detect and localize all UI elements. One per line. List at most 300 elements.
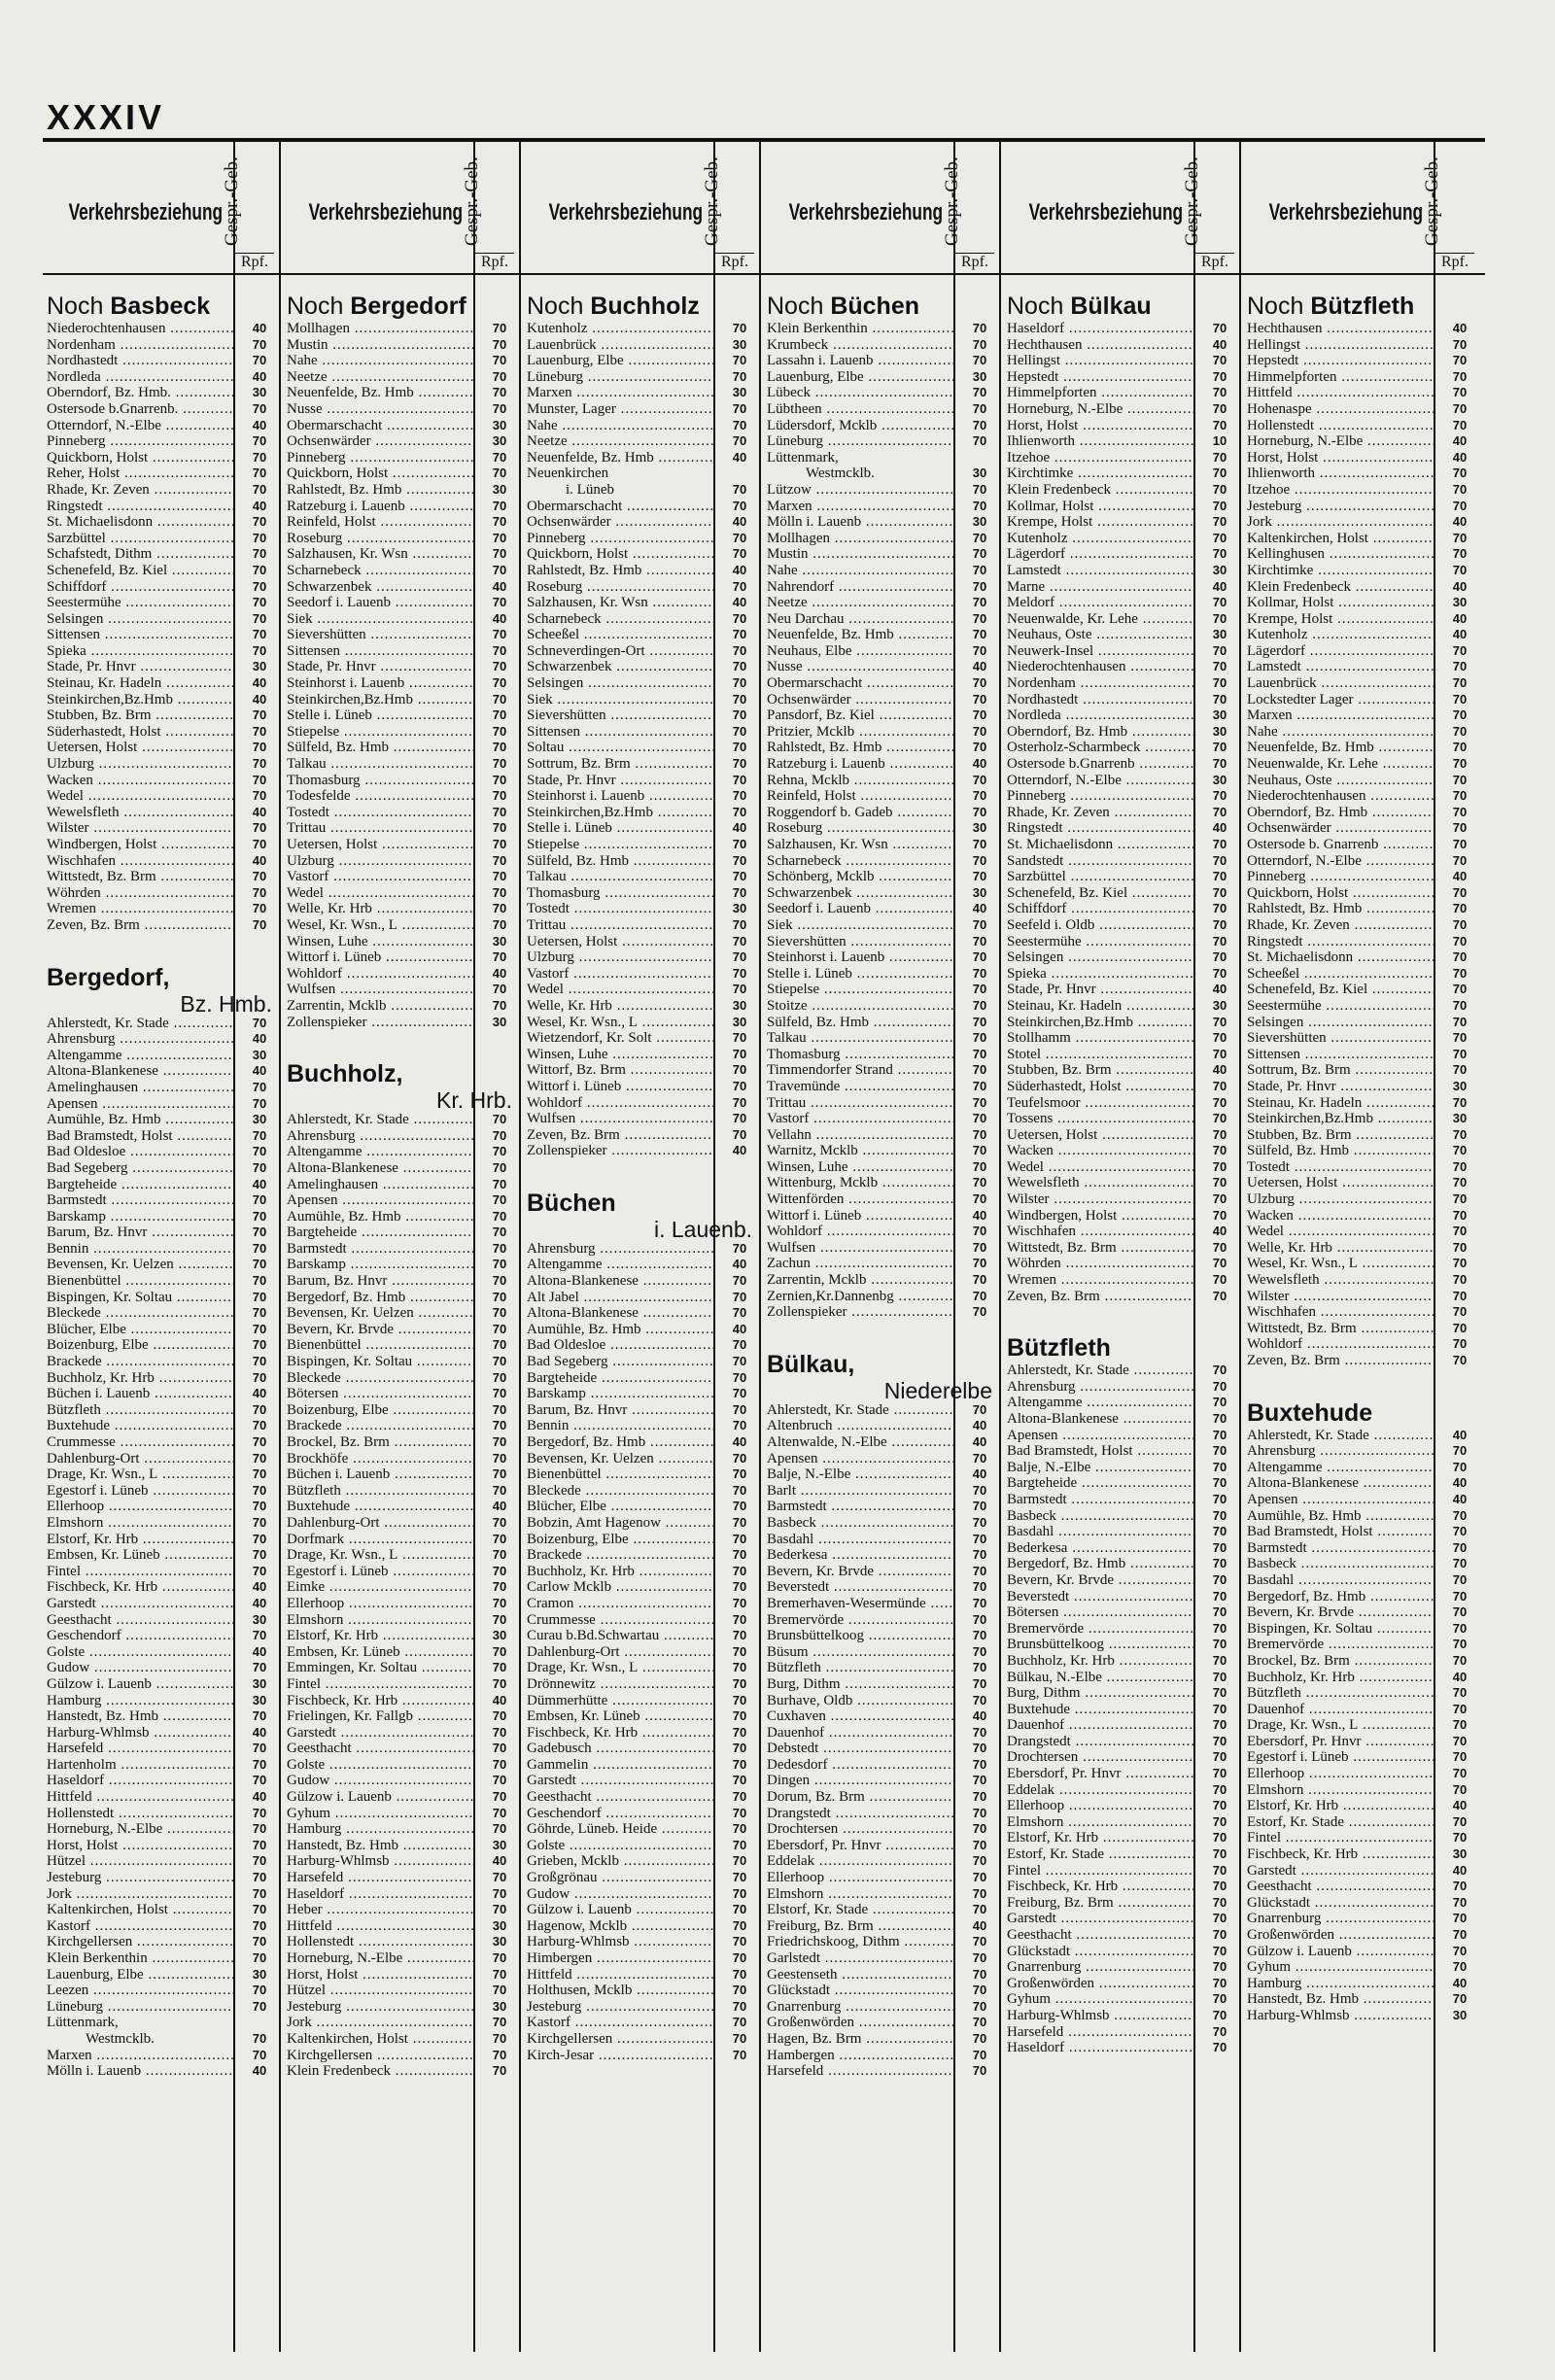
destination: Wacken ..... bbox=[1247, 1208, 1434, 1224]
table-row bbox=[767, 1272, 998, 1289]
fee-value: 70 bbox=[252, 723, 267, 739]
destination: Dauenhof ..... bbox=[767, 1725, 953, 1742]
fee-value: 10 bbox=[1212, 433, 1227, 449]
section-place: Bülkau bbox=[1070, 293, 1152, 320]
destination: Ellerhoop ..... bbox=[1007, 1798, 1193, 1814]
destination: Wittorf i. Lüneb ..... bbox=[287, 949, 473, 966]
table-row bbox=[1007, 321, 1238, 337]
fee-value: 30 bbox=[252, 1966, 267, 1982]
destination: Altona-Blankenese ..... bbox=[287, 1160, 473, 1177]
fee-value: 40 bbox=[252, 498, 267, 513]
fee-value: 40 bbox=[972, 1418, 987, 1433]
table-row bbox=[287, 1757, 518, 1774]
table-row bbox=[47, 385, 278, 401]
table-row bbox=[1007, 1572, 1238, 1589]
destination: Neuwerk-Insel ..... bbox=[1007, 643, 1193, 660]
section bbox=[1247, 1369, 1478, 2024]
table-row bbox=[47, 579, 278, 596]
table-row bbox=[1247, 1685, 1478, 1702]
destination: Gudow ..... bbox=[527, 1886, 713, 1903]
fee-value: 70 bbox=[492, 1450, 507, 1466]
table-row bbox=[287, 1370, 518, 1387]
table-row bbox=[47, 773, 278, 789]
destination: Uetersen, Holst ..... bbox=[47, 740, 233, 756]
destination: Garstedt ..... bbox=[287, 1725, 473, 1742]
fee-value: 70 bbox=[492, 1112, 507, 1127]
fee-value: 70 bbox=[492, 449, 507, 465]
destination: Barskamp ..... bbox=[47, 1209, 233, 1225]
fee-value: 70 bbox=[732, 1386, 747, 1401]
destination: Rahlstedt, Bz. Hmb ..... bbox=[767, 740, 953, 756]
destination: Salzhausen, Kr. Wsn ..... bbox=[287, 546, 473, 563]
fee-value: 70 bbox=[492, 675, 507, 691]
table-row bbox=[287, 1305, 518, 1322]
fee-value: 70 bbox=[972, 595, 987, 610]
fee-value: 40 bbox=[252, 1063, 267, 1079]
destination: Brackede ..... bbox=[47, 1354, 233, 1370]
table-row bbox=[1247, 1224, 1478, 1240]
table-row bbox=[1247, 1717, 1478, 1734]
table-row bbox=[47, 1999, 278, 2016]
fee-value: 70 bbox=[252, 1934, 267, 1949]
destination: Drangstedt ..... bbox=[1007, 1734, 1193, 1750]
fee-value: 70 bbox=[1452, 1507, 1468, 1523]
destination: Oberndorf, Bz. Hmb ..... bbox=[1247, 805, 1434, 821]
fee-value: 70 bbox=[252, 433, 267, 449]
table-row bbox=[527, 805, 758, 821]
fee-value: 70 bbox=[972, 1756, 987, 1772]
fee-value: 70 bbox=[972, 2063, 987, 2079]
fee-value: 70 bbox=[732, 772, 747, 787]
destination: Hechthausen ..... bbox=[1247, 321, 1434, 337]
destination: Wischhafen ..... bbox=[47, 853, 233, 870]
destination: Nahe ..... bbox=[767, 563, 953, 579]
fee-value: 70 bbox=[1212, 1911, 1227, 1926]
table-row bbox=[1007, 1621, 1238, 1638]
destination: Schwarzenbek ..... bbox=[767, 885, 953, 902]
table-row bbox=[527, 934, 758, 950]
fee-value: 70 bbox=[972, 353, 987, 368]
fee-value: 70 bbox=[1212, 1395, 1227, 1410]
destination: Wremen ..... bbox=[47, 901, 233, 917]
fee-value: 70 bbox=[732, 1563, 747, 1578]
fee-value: 40 bbox=[972, 659, 987, 674]
destination: Kirchgellersen ..... bbox=[287, 2048, 473, 2064]
fee-value: 70 bbox=[492, 1675, 507, 1691]
fee-value: 70 bbox=[972, 772, 987, 787]
fee-value: 70 bbox=[492, 1789, 507, 1805]
table-row bbox=[287, 820, 518, 837]
table-row bbox=[767, 466, 998, 482]
table-row bbox=[47, 1564, 278, 1580]
destination: Ulzburg ..... bbox=[47, 756, 233, 773]
fee-value: 70 bbox=[252, 610, 267, 626]
destination: Steinkirchen,Bz.Hmb ..... bbox=[287, 692, 473, 708]
table-row bbox=[1247, 499, 1478, 515]
table-row bbox=[527, 1370, 758, 1387]
fee-value: 70 bbox=[492, 901, 507, 916]
fee-value: 40 bbox=[1212, 1062, 1227, 1078]
fee-value: 70 bbox=[972, 1966, 987, 1982]
table-row bbox=[1007, 1240, 1238, 1257]
fee-value: 70 bbox=[972, 1078, 987, 1093]
fee-value: 40 bbox=[732, 1321, 747, 1336]
fee-value: 70 bbox=[252, 1321, 267, 1336]
table-row bbox=[1007, 1717, 1238, 1734]
table-row bbox=[767, 1208, 998, 1224]
destination: Bützfleth ..... bbox=[47, 1402, 233, 1419]
destination: Seefeld i. Oldb ..... bbox=[1007, 917, 1193, 934]
destination: Boizenburg, Elbe ..... bbox=[287, 1402, 473, 1419]
table-row bbox=[47, 1708, 278, 1725]
fee-value: 70 bbox=[492, 1240, 507, 1256]
fee-value: 70 bbox=[252, 1434, 267, 1449]
table-row bbox=[1007, 788, 1238, 805]
table-row bbox=[287, 1144, 518, 1160]
column-title: Verkehrsbeziehung bbox=[788, 199, 944, 225]
fee-value: 70 bbox=[1212, 788, 1227, 804]
table-row bbox=[767, 1870, 998, 1886]
fee-value: 40 bbox=[1452, 321, 1468, 335]
column-title: Verkehrsbeziehung bbox=[548, 199, 704, 225]
destination: Wöhrden ..... bbox=[1007, 1256, 1193, 1272]
table-row bbox=[47, 401, 278, 418]
destination: Gyhum ..... bbox=[1007, 1991, 1193, 2008]
table-row bbox=[527, 901, 758, 917]
table-row bbox=[47, 1596, 278, 1612]
fee-value: 70 bbox=[732, 1369, 747, 1385]
destination: Seedorf i. Lauenb ..... bbox=[767, 901, 953, 917]
table-row bbox=[527, 1241, 758, 1258]
fee-value: 70 bbox=[972, 417, 987, 432]
fee-value: 70 bbox=[492, 1289, 507, 1304]
table-row bbox=[47, 611, 278, 628]
table-row bbox=[1247, 692, 1478, 708]
destination: Wesel, Kr. Wsn., L ..... bbox=[1247, 1256, 1434, 1272]
fee-value: 70 bbox=[492, 1176, 507, 1191]
destination: Harburg-Whlmsb ..... bbox=[1007, 2008, 1193, 2024]
fee-value: 40 bbox=[492, 610, 507, 626]
table-row bbox=[767, 1741, 998, 1757]
table-row bbox=[767, 1983, 998, 1999]
table-row bbox=[527, 385, 758, 401]
fee-value: 70 bbox=[492, 353, 507, 368]
destination: Sottrum, Bz. Brm ..... bbox=[1247, 1062, 1434, 1079]
section-gap bbox=[527, 1159, 758, 1189]
table-row bbox=[287, 627, 518, 643]
destination: Wedel ..... bbox=[47, 788, 233, 805]
table-row bbox=[1247, 949, 1478, 966]
fee-value: 70 bbox=[252, 2030, 267, 2046]
fee-value: 70 bbox=[1452, 1304, 1468, 1320]
section-noch: Noch bbox=[527, 293, 591, 320]
fee-value: 70 bbox=[1452, 1256, 1468, 1271]
table-row bbox=[1247, 1272, 1478, 1289]
fee-value: 70 bbox=[492, 740, 507, 755]
fee-value: 70 bbox=[1212, 1143, 1227, 1158]
fee-value: 70 bbox=[1452, 1320, 1468, 1335]
destination: Mollhagen ..... bbox=[767, 531, 953, 547]
fee-value: 70 bbox=[1212, 1620, 1227, 1636]
table-row bbox=[47, 820, 278, 837]
table-row bbox=[1007, 385, 1238, 401]
fee-value: 70 bbox=[732, 1998, 747, 2014]
table-row bbox=[287, 1934, 518, 1950]
destination: Gülzow i. Lauenb ..... bbox=[527, 1902, 713, 1918]
destination: Sittensen ..... bbox=[1247, 1047, 1434, 1063]
fee-value: 70 bbox=[1452, 982, 1468, 997]
table-row bbox=[1247, 853, 1478, 870]
table-row bbox=[287, 1821, 518, 1838]
destination: Stiepelse ..... bbox=[767, 982, 953, 998]
section bbox=[767, 1321, 998, 2080]
table-row bbox=[47, 1016, 278, 1032]
fee-value: 70 bbox=[732, 1983, 747, 1998]
destination: Bederkesa ..... bbox=[1007, 1540, 1193, 1557]
table-row bbox=[287, 1579, 518, 1596]
table-column bbox=[767, 292, 998, 2080]
destination: Quickborn, Holst ..... bbox=[287, 466, 473, 482]
destination: Lamstedt ..... bbox=[1247, 659, 1434, 675]
table-row bbox=[527, 1853, 758, 1870]
destination: Freiburg, Bz. Brm ..... bbox=[1007, 1895, 1193, 1912]
table-row bbox=[47, 531, 278, 547]
destination: Pansdorf, Bz. Kiel ..... bbox=[767, 707, 953, 724]
fee-value: 70 bbox=[1452, 1781, 1468, 1797]
destination: Schiffdorf ..... bbox=[47, 579, 233, 596]
fee-value: 40 bbox=[1452, 578, 1468, 594]
destination: Burg, Dithm ..... bbox=[767, 1676, 953, 1693]
fee-value: 70 bbox=[1212, 1046, 1227, 1061]
table-row bbox=[1247, 885, 1478, 902]
fee-value: 70 bbox=[252, 1273, 267, 1289]
table-row bbox=[1007, 1191, 1238, 1208]
table-row bbox=[527, 949, 758, 966]
table-row bbox=[527, 433, 758, 450]
fee-value: 70 bbox=[1452, 1652, 1468, 1668]
table-row bbox=[527, 1402, 758, 1419]
fee-value: 70 bbox=[972, 1450, 987, 1466]
table-row bbox=[47, 1063, 278, 1080]
fee-value: 70 bbox=[492, 1643, 507, 1659]
destination: Lüneburg ..... bbox=[767, 433, 953, 450]
table-row bbox=[287, 2031, 518, 2048]
table-row bbox=[1247, 1492, 1478, 1508]
section bbox=[527, 292, 758, 1159]
destination: Thomasburg ..... bbox=[527, 885, 713, 902]
table-row bbox=[527, 982, 758, 998]
destination: Alt Jabel ..... bbox=[527, 1290, 713, 1306]
table-row bbox=[767, 1564, 998, 1580]
fee-value: 70 bbox=[732, 788, 747, 804]
destination: Dümmerhütte ..... bbox=[527, 1693, 713, 1709]
fee-value: 70 bbox=[732, 1708, 747, 1724]
table-row bbox=[1247, 1927, 1478, 1944]
section-subtitle: i. Lauenb. bbox=[653, 1216, 752, 1242]
fee-value: 70 bbox=[1212, 1927, 1227, 1942]
fee-value: 70 bbox=[252, 530, 267, 545]
fee-value: 70 bbox=[732, 1030, 747, 1046]
table-row bbox=[767, 1240, 998, 1257]
destination: Roggendorf b. Gadeb ..... bbox=[767, 805, 953, 821]
table-row bbox=[1247, 514, 1478, 531]
table-row bbox=[767, 1402, 998, 1419]
table-row bbox=[767, 1418, 998, 1434]
fee-value: 70 bbox=[1212, 546, 1227, 562]
fee-value: 70 bbox=[732, 498, 747, 513]
column-divider bbox=[759, 140, 761, 2352]
table-row bbox=[1247, 869, 1478, 885]
section-title bbox=[1247, 1398, 1478, 1428]
destination: Selsingen ..... bbox=[1007, 949, 1193, 966]
destination: Bevern, Kr. Brvde ..... bbox=[1247, 1604, 1434, 1621]
table-row bbox=[527, 1612, 758, 1629]
destination: Altenbruch ..... bbox=[767, 1418, 953, 1434]
table-row bbox=[527, 1838, 758, 1854]
fee-value: 70 bbox=[1212, 1991, 1227, 2007]
table-row bbox=[287, 1660, 518, 1676]
table-row bbox=[1007, 949, 1238, 966]
fee-value: 70 bbox=[492, 982, 507, 997]
table-row bbox=[47, 756, 278, 773]
destination: Himbergen ..... bbox=[527, 1950, 713, 1967]
fee-column-header bbox=[1422, 142, 1476, 273]
table-row bbox=[1247, 1863, 1478, 1880]
fee-value: 70 bbox=[252, 546, 267, 562]
table-row bbox=[1007, 482, 1238, 499]
destination: Aumühle, Bz. Hmb ..... bbox=[287, 1209, 473, 1225]
table-row bbox=[287, 450, 518, 466]
fee-value: 70 bbox=[972, 1902, 987, 1917]
destination: Reher, Holst ..... bbox=[47, 466, 233, 482]
fee-value: 70 bbox=[972, 1692, 987, 1707]
fee-value: 70 bbox=[732, 1853, 747, 1869]
section-title bbox=[1007, 1333, 1238, 1362]
destination: Itzehoe ..... bbox=[1247, 482, 1434, 499]
destination: Wulfsen ..... bbox=[287, 982, 473, 998]
unit-label: Rpf. bbox=[1435, 253, 1474, 271]
destination: Harsefeld ..... bbox=[1007, 2024, 1193, 2041]
destination: Schenefeld, Bz. Kiel ..... bbox=[47, 563, 233, 579]
table-row bbox=[287, 1257, 518, 1273]
destination: Schwarzenbek ..... bbox=[527, 659, 713, 675]
destination: Horst, Holst ..... bbox=[287, 1967, 473, 1983]
table-row bbox=[527, 401, 758, 418]
table-row bbox=[47, 901, 278, 917]
table-row bbox=[1247, 1175, 1478, 1191]
destination: Lützow ..... bbox=[767, 482, 953, 499]
column-divider bbox=[279, 140, 281, 2352]
destination: Dorum, Bz. Brm ..... bbox=[767, 1789, 953, 1806]
table-row bbox=[527, 1934, 758, 1950]
table-row bbox=[1007, 1702, 1238, 1718]
fee-value: 70 bbox=[1452, 353, 1468, 368]
destination: Nordenham ..... bbox=[47, 337, 233, 354]
table-row bbox=[767, 546, 998, 563]
fee-value: 70 bbox=[252, 400, 267, 416]
table-row bbox=[287, 1838, 518, 1854]
fee-value: 30 bbox=[252, 1692, 267, 1707]
column-title: Verkehrsbeziehung bbox=[1268, 199, 1424, 225]
destination: Barmstedt ..... bbox=[767, 1499, 953, 1515]
destination: Zarrentin, Mcklb ..... bbox=[767, 1272, 953, 1289]
table-row bbox=[767, 788, 998, 805]
table-row bbox=[47, 1806, 278, 1822]
table-row bbox=[47, 1048, 278, 1064]
fee-value: 70 bbox=[1212, 642, 1227, 658]
table-row bbox=[47, 1290, 278, 1306]
table-row bbox=[527, 611, 758, 628]
fee-value: 70 bbox=[732, 949, 747, 965]
fee-value: 70 bbox=[1452, 400, 1468, 416]
fee-value: 30 bbox=[1212, 627, 1227, 642]
fee-value: 40 bbox=[1212, 982, 1227, 997]
table-row bbox=[1007, 982, 1238, 998]
table-row bbox=[1247, 724, 1478, 741]
destination: Fischbeck, Kr. Hrb ..... bbox=[287, 1693, 473, 1709]
destination: Golste ..... bbox=[287, 1757, 473, 1774]
table-row bbox=[1247, 1653, 1478, 1670]
table-row bbox=[287, 724, 518, 741]
table-row bbox=[287, 1741, 518, 1757]
table-row bbox=[47, 1644, 278, 1661]
table-row bbox=[767, 321, 998, 337]
fee-value: 70 bbox=[972, 1030, 987, 1046]
destination: Lüttenmark, bbox=[767, 449, 839, 466]
destination: Garstedt ..... bbox=[1007, 1911, 1193, 1927]
table-row bbox=[1007, 1111, 1238, 1127]
table-row bbox=[527, 1886, 758, 1903]
table-row bbox=[767, 1773, 998, 1789]
destination: Boizenburg, Elbe ..... bbox=[47, 1337, 233, 1354]
fee-value: 70 bbox=[972, 740, 987, 755]
destination: Himmelpforten ..... bbox=[1247, 369, 1434, 386]
fee-value: 70 bbox=[252, 1998, 267, 2014]
destination: Bienenbüttel ..... bbox=[527, 1466, 713, 1483]
table-row bbox=[47, 1354, 278, 1370]
table-row bbox=[47, 740, 278, 756]
section-place: Bützfleth bbox=[1007, 1334, 1111, 1362]
destination: Wilster ..... bbox=[1007, 1191, 1193, 1208]
destination: Harburg-Whlmsb ..... bbox=[287, 1853, 473, 1870]
destination: Ostersode b.Gnarrenb. ..... bbox=[47, 401, 233, 418]
destination: Haseldorf ..... bbox=[47, 1773, 233, 1789]
fee-value: 70 bbox=[972, 675, 987, 691]
destination: Hagen, Bz. Brm ..... bbox=[767, 2031, 953, 2048]
table-row bbox=[287, 1725, 518, 1742]
table-row bbox=[527, 1999, 758, 2016]
table-row bbox=[527, 1547, 758, 1564]
destination: Lauenburg, Elbe ..... bbox=[767, 369, 953, 386]
destination: Bützfleth ..... bbox=[1247, 1685, 1434, 1702]
fee-value: 70 bbox=[972, 1885, 987, 1901]
table-row bbox=[1007, 1256, 1238, 1272]
destination: Süderhastedt, Holst ..... bbox=[47, 724, 233, 741]
table-row bbox=[1247, 1572, 1478, 1589]
destination: Nahe ..... bbox=[1247, 724, 1434, 741]
table-row bbox=[287, 1902, 518, 1918]
fee-value: 70 bbox=[252, 1224, 267, 1240]
fee-value: 30 bbox=[492, 433, 507, 449]
table-row bbox=[527, 1079, 758, 1095]
destination: Wohldorf ..... bbox=[1247, 1336, 1434, 1353]
destination: Altengamme ..... bbox=[527, 1257, 713, 1273]
destination: Sandstedt ..... bbox=[1007, 853, 1193, 870]
fee-value: 70 bbox=[1452, 481, 1468, 497]
fee-value: 70 bbox=[1212, 1443, 1227, 1459]
fee-value: 70 bbox=[1452, 1046, 1468, 1061]
fee-value: 70 bbox=[492, 595, 507, 610]
